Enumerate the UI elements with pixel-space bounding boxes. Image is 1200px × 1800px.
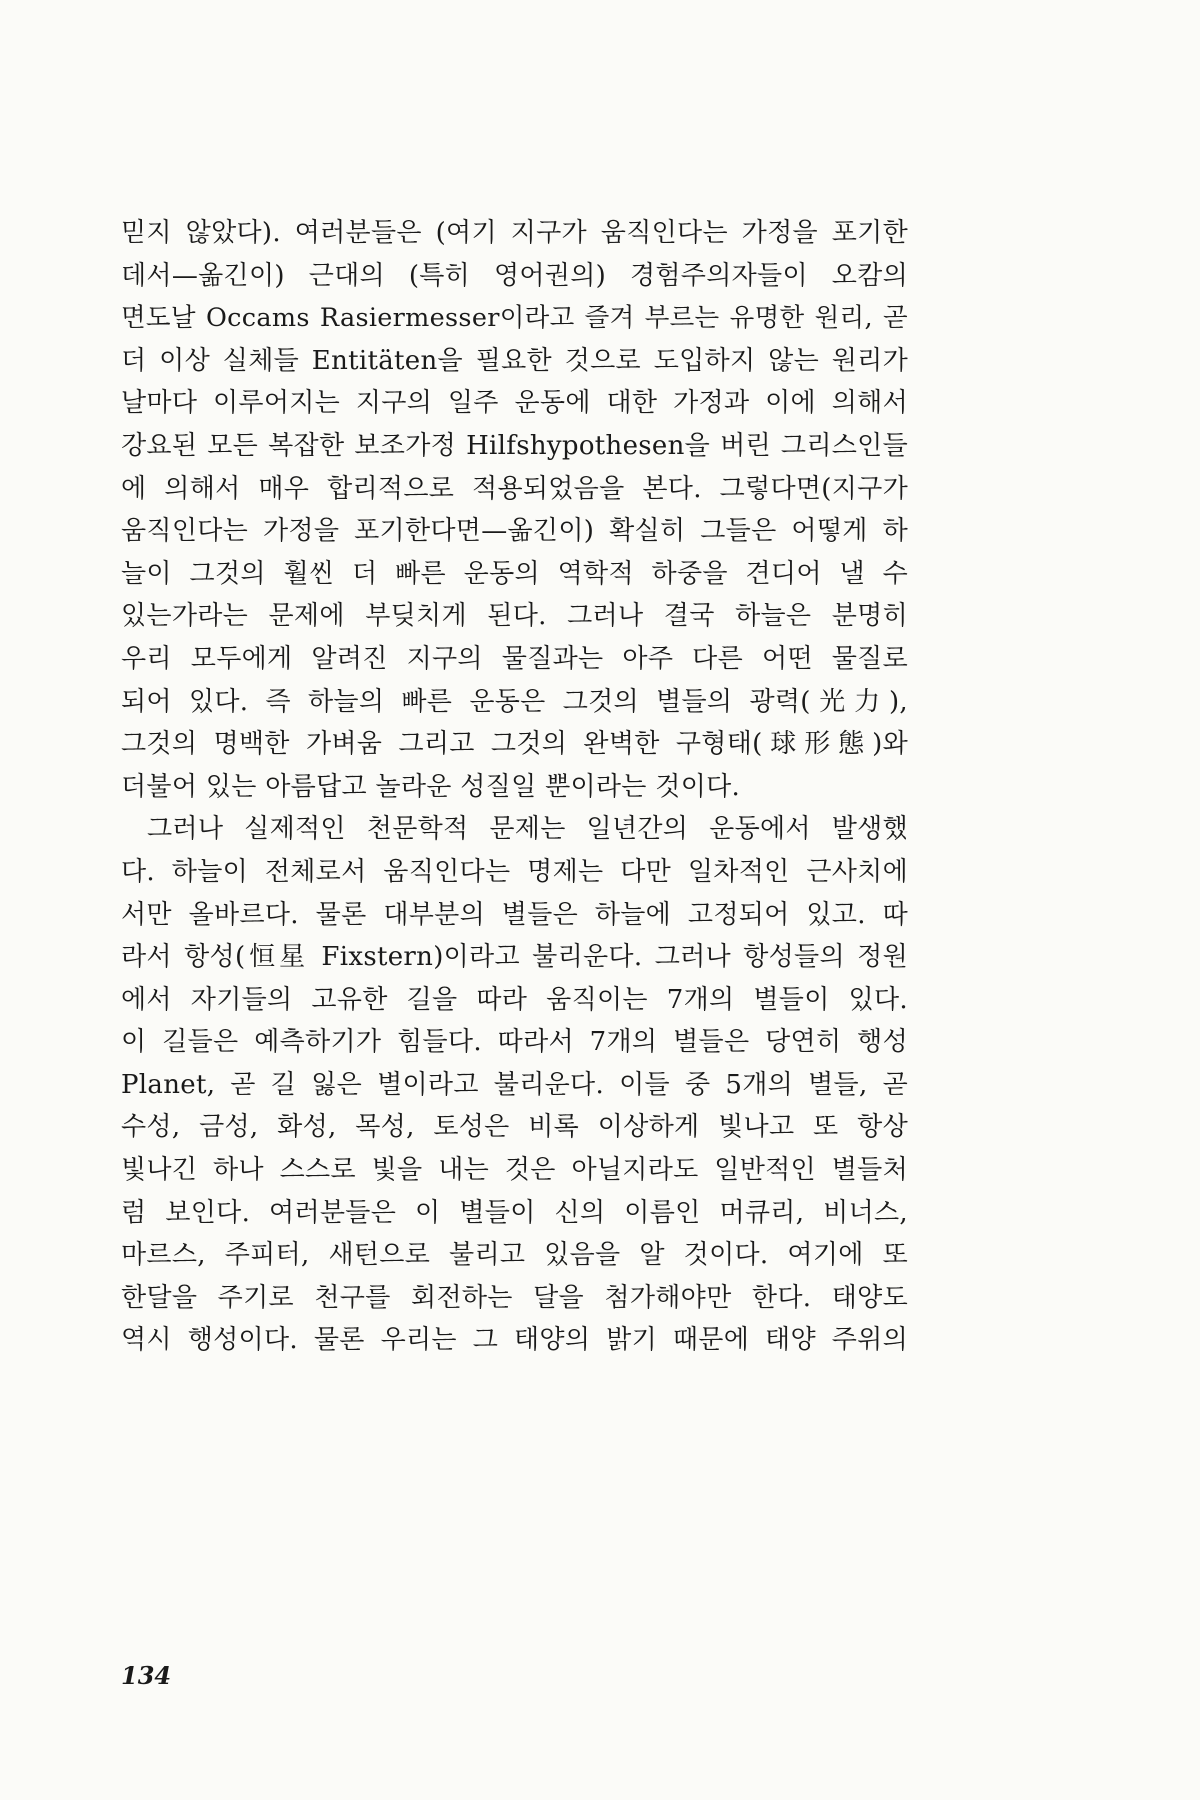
text-line: 강요된 모든 복잡한 보조가정 Hilfshypothesen을 버린 그리스인들: [121, 430, 908, 461]
text-line: Planet, 곧 길 잃은 별이라고 불리운다. 이들 중 5개의 별들, 곧: [121, 1069, 908, 1100]
text-line: 에 의해서 매우 합리적으로 적용되었음을 본다. 그렇다면(지구가: [121, 473, 908, 504]
text-line: 럼 보인다. 여러분들은 이 별들이 신의 이름인 머큐리, 비너스,: [121, 1197, 908, 1228]
text-line: 데서—옮긴이) 근대의 (특히 영어권의) 경험주의자들이 오캄의: [121, 260, 908, 291]
text-line: 더 이상 실체들 Entitäten을 필요한 것으로 도입하지 않는 원리가: [121, 345, 908, 376]
text-line: 그러나 실제적인 천문학적 문제는 일년간의 운동에서 발생했: [147, 814, 908, 845]
text-line: 우리 모두에게 알려진 지구의 물질과는 아주 다른 어떤 물질로: [121, 643, 908, 674]
text-line: 있는가라는 문제에 부딪치게 된다. 그러나 결국 하늘은 분명히: [121, 601, 908, 632]
text-line: 다. 하늘이 전체로서 움직인다는 명제는 다만 일차적인 근사치에: [121, 856, 908, 887]
text-line: 이 길들은 예측하기가 힘들다. 따라서 7개의 별들은 당연히 행성: [121, 1027, 908, 1058]
page-number: 134: [121, 1661, 172, 1690]
text-line: 믿지 않았다). 여러분들은 (여기 지구가 움직인다는 가정을 포기한: [121, 218, 908, 248]
text-line: 역시 행성이다. 물론 우리는 그 태양의 밝기 때문에 태양 주위의: [121, 1325, 908, 1356]
text-line: 면도날 Occams Rasiermesser이라고 즐겨 부르는 유명한 원리, 곧: [121, 303, 908, 334]
text-line: 마르스, 주피터, 새턴으로 불리고 있음을 알 것이다. 여기에 또: [121, 1240, 908, 1271]
text-line: 수성, 금성, 화성, 목성, 토성은 비록 이상하게 빛나고 또 항상: [121, 1112, 908, 1143]
text-line: 빛나긴 하나 스스로 빛을 내는 것은 아닐지라도 일반적인 별들처: [121, 1155, 908, 1186]
text-line: 서만 올바르다. 물론 대부분의 별들은 하늘에 고정되어 있고. 따: [121, 899, 908, 930]
text-line: 한달을 주기로 천구를 회전하는 달을 첨가해야만 한다. 태양도: [121, 1282, 908, 1313]
text-line: 날마다 이루어지는 지구의 일주 운동에 대한 가정과 이에 의해서: [121, 388, 908, 419]
text-line: 늘이 그것의 훨씬 더 빠른 운동의 역학적 하중을 견디어 낼 수: [121, 558, 908, 589]
text-line: 더불어 있는 아름답고 놀라운 성질일 뿐이라는 것이다.: [121, 771, 741, 802]
text-line: 에서 자기들의 고유한 길을 따라 움직이는 7개의 별들이 있다.: [121, 984, 908, 1015]
text-line: 라서 항성(恒星 Fixstern)이라고 불리운다. 그러나 항성들의 정원: [121, 942, 908, 973]
body-text: [121, 212, 908, 1362]
text-line: 되어 있다. 즉 하늘의 빠른 운동은 그것의 별들의 광력(光力),: [121, 686, 908, 717]
text-line: 그것의 명백한 가벼움 그리고 그것의 완벽한 구형태(球形態)와: [121, 729, 908, 760]
text-line: 움직인다는 가정을 포기한다면—옮긴이) 확실히 그들은 어떻게 하: [121, 516, 908, 547]
